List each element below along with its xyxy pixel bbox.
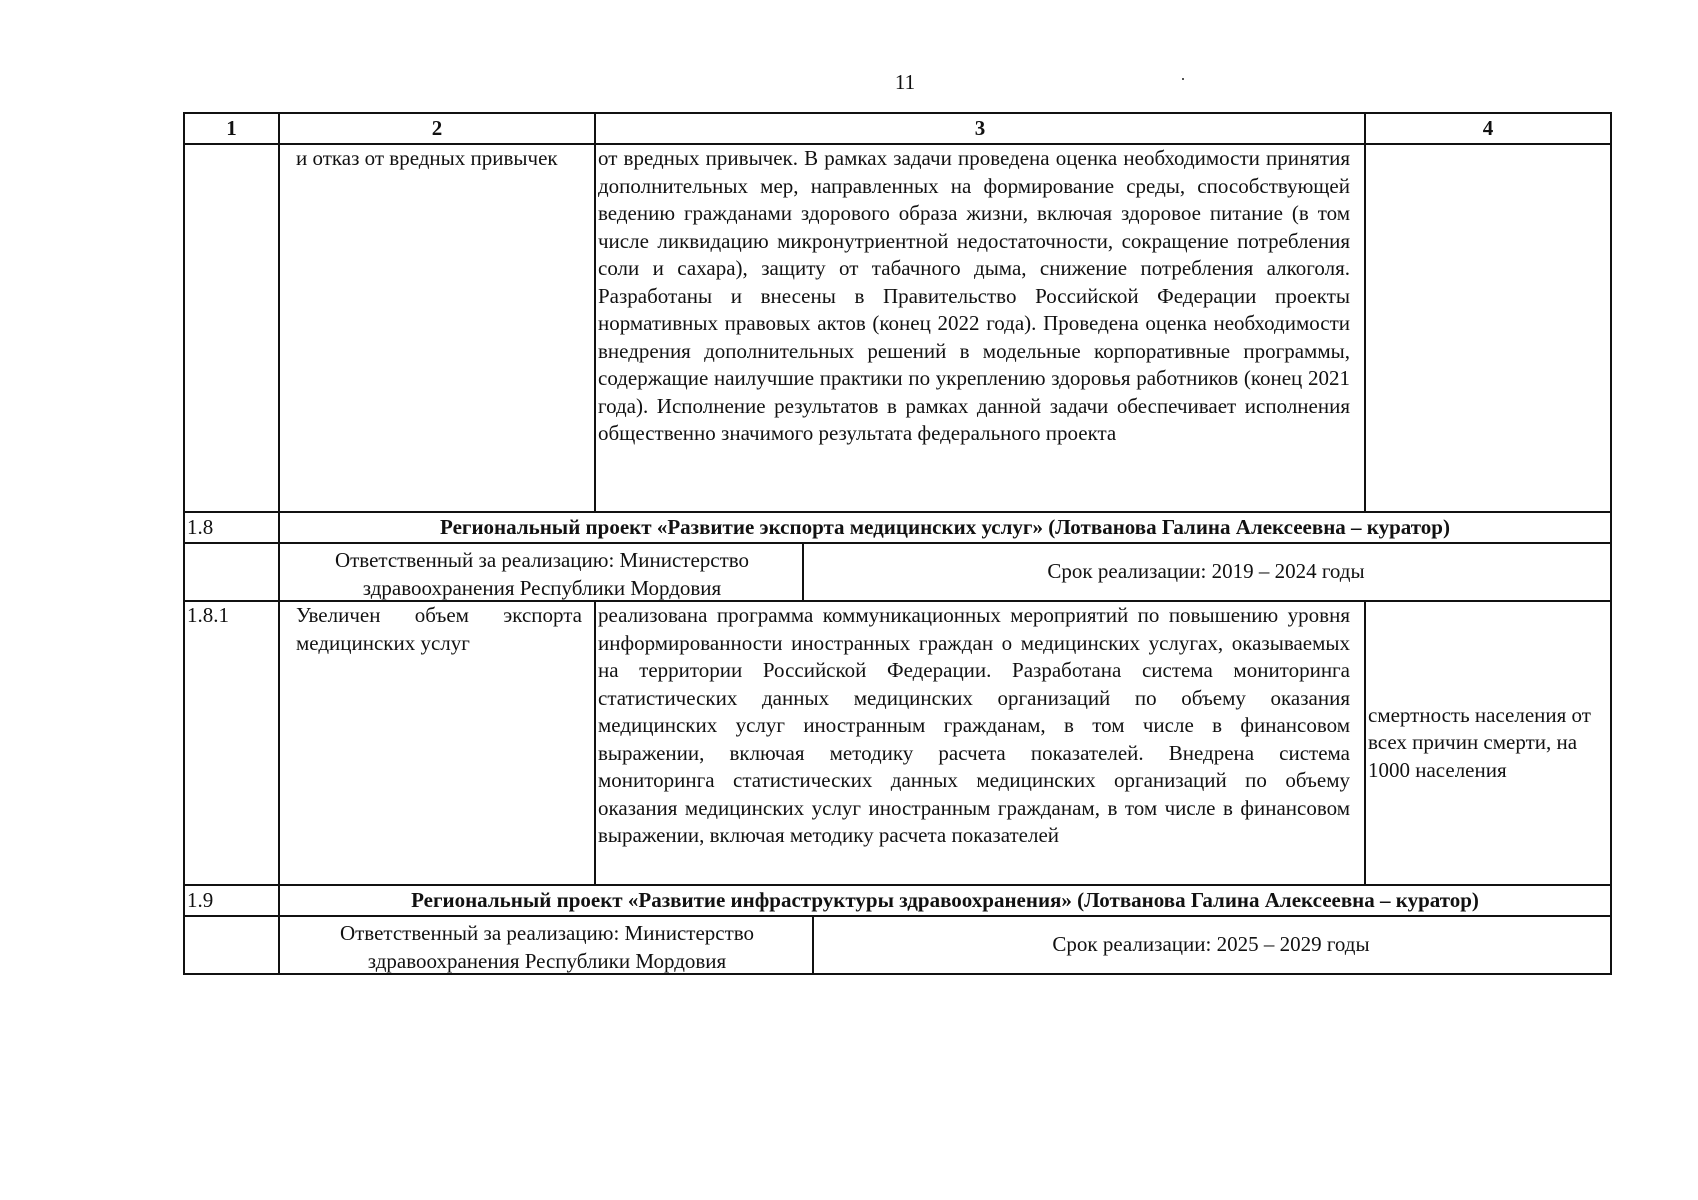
- project-number: 1.8: [184, 512, 279, 543]
- responsible-executor: Ответственный за реализацию: Министерство здравоохранения Республики Мордовия: [282, 917, 814, 973]
- project-details-row-1-9: [184, 916, 1611, 974]
- row-indicator-cell: [1365, 601, 1611, 885]
- project-row-1-8: [184, 512, 1611, 543]
- project-row-1-9: [184, 885, 1611, 916]
- row-task-cell: Увеличен объем экспорта медицинских услуг: [279, 601, 595, 885]
- measures-table: [183, 112, 1612, 975]
- row-number: 1.8.1: [184, 601, 279, 885]
- project-details-empty-cell: [184, 543, 279, 601]
- continuation-description-cell: от вредных привычек. В рамках задачи проведена оценка необходимости принятия дополнительных мер, направленных на формирование среды, способствующей ведению гражданами здорового образа жизни, включая здоровое питание (в том числе ликвидацию микронутриентной недостаточности, сокращение потребления соли и сахара), защиту от табачного дыма, снижение потребления алкоголя. Разработаны и внесены в Правительство Российской Федерации проекты нормативных правовых актов (конец 2022 года). Проведена оценка необходимости внедрения дополнительных решений в модельные корпоративные программы, содержащие наилучшие практики по укреплению здоровья работников (конец 2021 года). Исполнение результатов в рамках данной задачи обеспечивает исполнения общественно значимого результата федерального проекта: [595, 144, 1365, 512]
- row-indicator-text: смертность населения от всех причин смерти, на 1000 населения: [1368, 702, 1591, 782]
- implementation-term: Срок реализации: 2019 – 2024 годы: [1047, 559, 1365, 584]
- header-col-2: 2: [279, 113, 595, 144]
- project-details-row-1-8: [184, 543, 1611, 601]
- row-description-cell: реализована программа коммуникационных мероприятий по повышению уровня информированности иностранных граждан о медицинских услугах, оказываемых на территории Российской Федерации. Разработана система мониторинга статистических данных медицинских организаций по объему оказания медицинских услуг иностранным гражданам, в том числе в финансовом выражении, включая методику расчета показателей. Внедрена система мониторинга статистических данных медицинских организаций по объему оказания медицинских услуг иностранным гражданам, в том числе в финансовом выражении, включая методику расчета показателей: [595, 601, 1365, 885]
- continuation-number-cell: [184, 144, 279, 512]
- continuation-indicator-cell: [1365, 144, 1611, 512]
- project-details-empty-cell: [184, 916, 279, 974]
- continuation-task-cell: и отказ от вредных привычек: [279, 144, 595, 512]
- header-row: [184, 113, 1611, 144]
- project-details-cell: [279, 916, 1611, 974]
- project-title: Региональный проект «Развитие экспорта медицинских услуг» (Лотванова Галина Алексеевна – куратор): [279, 512, 1611, 543]
- responsible-executor: Ответственный за реализацию: Министерство здравоохранения Республики Мордовия: [282, 544, 804, 600]
- scan-speck: [1182, 78, 1184, 80]
- header-col-4: 4: [1365, 113, 1611, 144]
- continuation-row: [184, 144, 1611, 512]
- page-number: 11: [894, 70, 916, 94]
- header-col-1: 1: [184, 113, 279, 144]
- project-number: 1.9: [184, 885, 279, 916]
- row-1-8-1: [184, 601, 1611, 885]
- project-details-cell: [279, 543, 1611, 601]
- project-title: Региональный проект «Развитие инфраструктуры здравоохранения» (Лотванова Галина Алексеевна – куратор): [279, 885, 1611, 916]
- header-col-3: 3: [595, 113, 1365, 144]
- implementation-term: Срок реализации: 2025 – 2029 годы: [1052, 932, 1370, 957]
